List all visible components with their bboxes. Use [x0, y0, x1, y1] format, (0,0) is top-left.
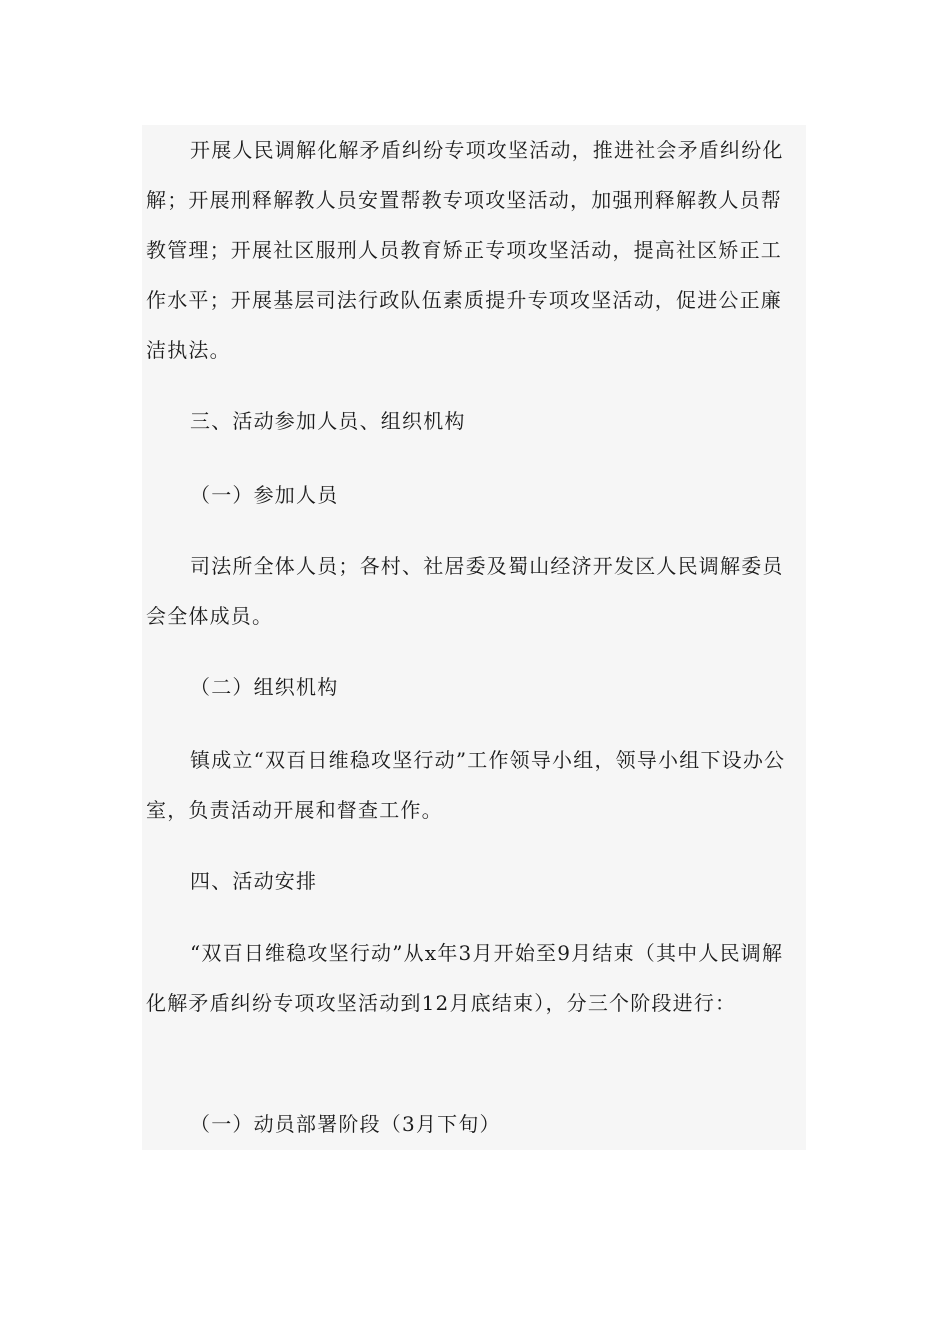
paragraph-participants: 司法所全体人员；各村、社居委及蜀山经济开发区人民调解委员会全体成员。	[146, 554, 784, 628]
paragraph-schedule: “双百日维稳攻坚行动”从x年3月开始至9月结束（其中人民调解化解矛盾纠纷专项攻坚活动到12月底结束），分三个阶段进行：	[146, 941, 784, 1015]
paragraph-activities: 开展人民调解化解矛盾纠纷专项攻坚活动，推进社会矛盾纠纷化解；开展刑释解教人员安置帮教专项攻坚活动，加强刑释解教人员帮教管理；开展社区服刑人员教育矫正专项攻坚活动，提高社区矫正工作水平；开展基层司法行政队伍素质提升专项攻坚活动，促进公正廉洁执法。	[146, 138, 784, 362]
paragraph-organization: 镇成立“双百日维稳攻坚行动”工作领导小组，领导小组下设办公室，负责活动开展和督查工作。	[146, 748, 786, 822]
section-heading-4: 四、活动安排	[190, 869, 318, 893]
section-heading-3: 三、活动参加人员、组织机构	[190, 409, 466, 433]
subheading-mobilization: （一）动员部署阶段（3月下旬）	[190, 1112, 501, 1136]
subheading-organization: （二）组织机构	[190, 675, 339, 699]
subheading-participants: （一）参加人员	[190, 483, 339, 507]
